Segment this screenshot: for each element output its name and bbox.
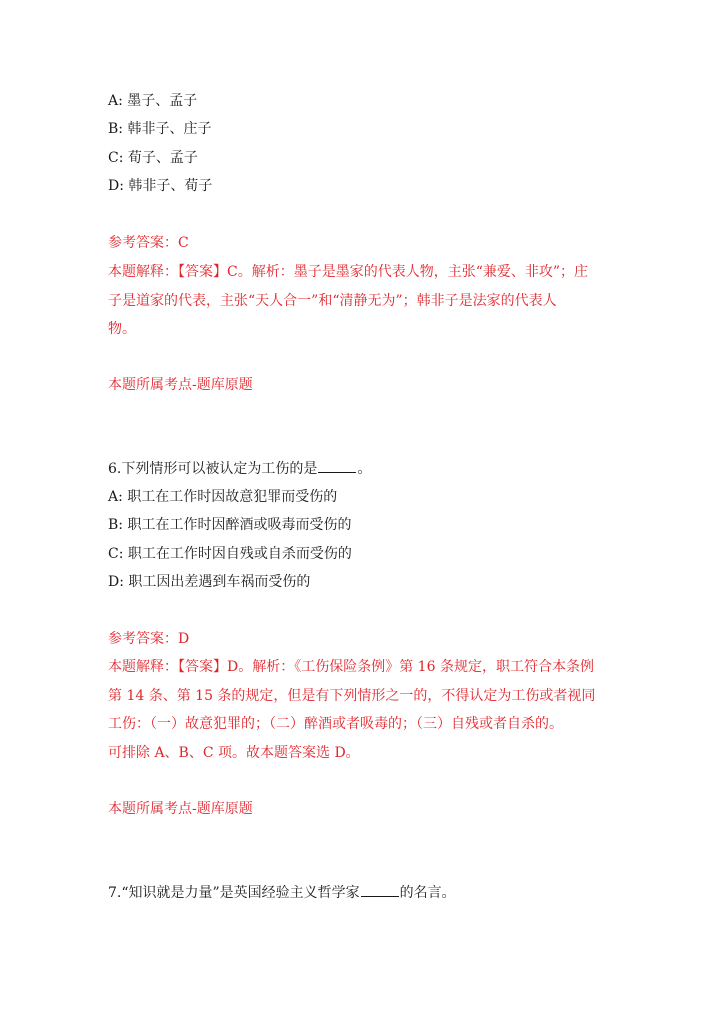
stem-end: 的名言。: [399, 885, 456, 901]
question-source: 本题所属考点-题库原题: [108, 377, 253, 393]
reference-answer: 参考答案：C: [108, 235, 189, 251]
question-stem: [108, 460, 371, 478]
explanation-line: 本题解释：【答案】C。解析：墨子是墨家的代表人物，主张“兼爱、非攻”；庄: [108, 264, 589, 280]
answer-blank: [361, 884, 399, 897]
explanation-line: 第 14 条、第 15 条的规定，但是有下列情形之一的，不得认定为工伤或者视同: [108, 688, 596, 704]
explanation-line: 本题解释：【答案】D。解析：《工伤保险条例》第 16 条规定，职工符合本条例: [108, 659, 594, 675]
stem-text: 7.“知识就是力量”是英国经验主义哲学家: [108, 885, 360, 901]
option-c: C: 职工在工作时因自残或自杀而受伤的: [108, 546, 352, 562]
option-c: C: 荀子、孟子: [108, 150, 198, 166]
explanation-line: 子是道家的代表，主张“天人合一”和“清静无为”；韩非子是法家的代表人: [108, 293, 557, 309]
option-b: B: 韩非子、庄子: [108, 121, 212, 137]
option-a: A: 墨子、孟子: [108, 93, 198, 109]
option-a: A: 职工在工作时因故意犯罪而受伤的: [108, 489, 338, 505]
question-stem: [108, 884, 456, 902]
option-b: B: 职工在工作时因醉酒或吸毒而受伤的: [108, 517, 352, 533]
answer-blank: [318, 460, 356, 473]
stem-text: 6.下列情形可以被认定为工伤的是: [108, 461, 318, 477]
question-source: 本题所属考点-题库原题: [108, 801, 253, 817]
stem-end: 。: [357, 461, 372, 477]
option-d: D: 职工因出差遇到车祸而受伤的: [108, 574, 311, 590]
explanation-line: 可排除 A、B、C 项。故本题答案选 D。: [108, 745, 360, 761]
reference-answer: 参考答案：D: [108, 631, 190, 647]
explanation-line: 物。: [108, 321, 136, 337]
explanation-line: 工伤：（一）故意犯罪的；（二）醉酒或者吸毒的；（三）自残或者自杀的。: [108, 716, 563, 732]
option-d: D: 韩非子、荀子: [108, 178, 213, 194]
